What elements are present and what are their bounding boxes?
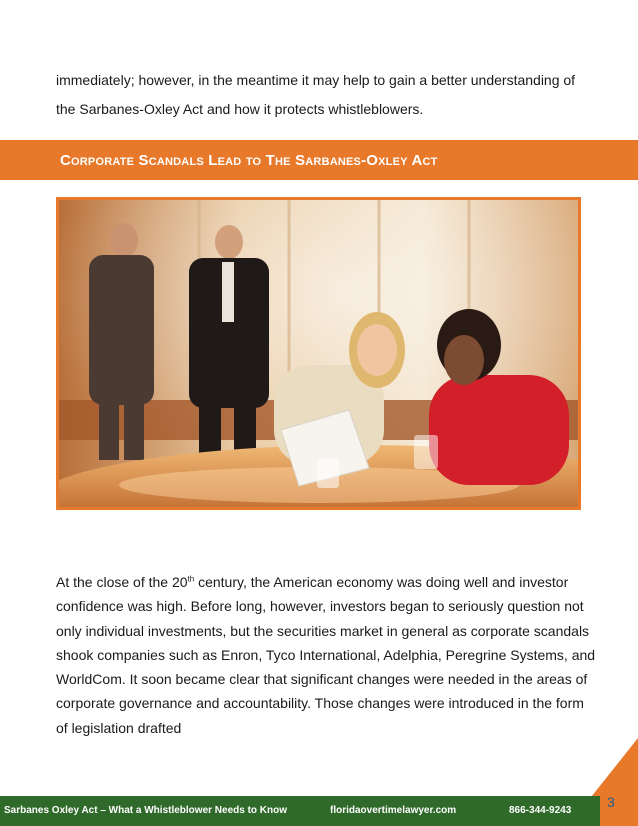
footer-bar — [0, 796, 600, 826]
business-meeting-photo — [56, 197, 581, 510]
ordinal-suffix: th — [187, 574, 195, 584]
body-text-rest: century, the American economy was doing well and investor confidence was high. Before long, however, investors began to seriously question not only individual investments, but the securities market in general as corporate scandals shook companies such as Enron, Tyco International, Adelphia, Peregrine Systems, and WorldCom. It soon became clear that significant changes were needed in the areas of corporate governance and accountability. Those changes were introduced in the form of legislation drafted — [56, 574, 596, 736]
footer-website-link[interactable]: floridaovertimelawyer.com — [330, 805, 457, 816]
footer-phone-number: 866-344-9243 — [509, 805, 572, 816]
footer-document-title: Sarbanes Oxley Act – What a Whistleblower Needs to Know — [4, 805, 288, 816]
section-title: Corporate Scandals Lead to The Sarbanes-Oxley Act — [60, 152, 438, 169]
section-header-bar — [0, 140, 638, 180]
page-number: 3 — [607, 794, 615, 810]
intro-paragraph: immediately; however, in the meantime it may help to gain a better understanding of the Sarbanes-Oxley Act and how it protects whistleblowers. — [56, 72, 576, 117]
body-text-start: At the close of the 20 — [56, 574, 188, 590]
photo-illustration — [59, 200, 578, 507]
body-paragraph — [56, 570, 596, 740]
